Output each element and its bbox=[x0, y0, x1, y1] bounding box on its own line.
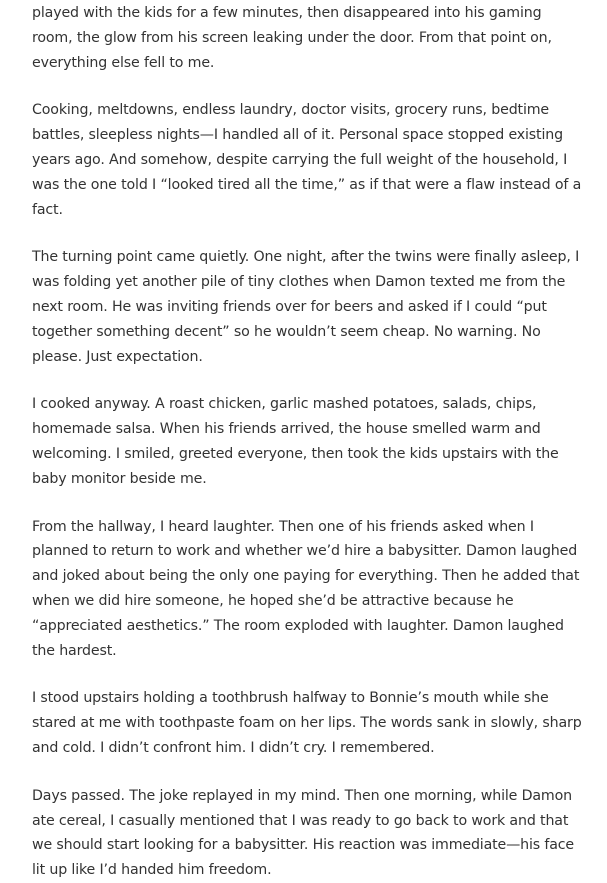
paragraph-6: I stood upstairs holding a toothbrush halfway to Bonnie’s mouth while she stared at me with toothpaste foam on her lips. The words sank in slowly, sharp and cold. I didn’t confront him. I didn’t cry. I remembered. bbox=[32, 690, 582, 756]
paragraph-2: Cooking, meltdowns, endless laundry, doctor visits, grocery runs, bedtime battles, sleepless nights—I handled all of it. Personal space stopped existing years ago. And somehow, despite carrying the full weight of the household, I was the one told I “looked tired all the time,” as if that were a flaw instead of a fact. bbox=[32, 102, 582, 218]
article-body bbox=[32, 0, 582, 883]
paragraph-1: played with the kids for a few minutes, then disappeared into his gaming room, the glow from his screen leaking under the door. From that point on, everything else fell to me. bbox=[32, 5, 552, 71]
paragraph-7: Days passed. The joke replayed in my mind. Then one morning, while Damon ate cereal, I casually mentioned that I was ready to go back to work and that we should start looking for a babysitter. His reaction was immediate—his face lit up like I’d handed him freedom. bbox=[32, 787, 575, 879]
paragraph-4: I cooked anyway. A roast chicken, garlic mashed potatoes, salads, chips, homemade salsa. When his friends arrived, the house smelled warm and welcoming. I smiled, greeted everyone, then took the kids upstairs with the baby monitor beside me. bbox=[32, 396, 559, 487]
paragraph-3: The turning point came quietly. One night, after the twins were finally asleep, I was folding yet another pile of tiny clothes when Damon texted me from the next room. He was inviting friends over for beers and asked if I could “put together something decent” so he wouldn’t seem cheap. No warning. No please. Just expectation. bbox=[32, 249, 580, 365]
paragraph-5: From the hallway, I heard laughter. Then one of his friends asked when I planned to return to work and whether we’d hire a babysitter. Damon laughed and joked about being the only one paying for everything. Then he added that when we did hire someone, he hoped she’d be attractive because he “appreciated aesthetics.” The room exploded with laughter. Damon laughed the hardest. bbox=[32, 518, 580, 659]
